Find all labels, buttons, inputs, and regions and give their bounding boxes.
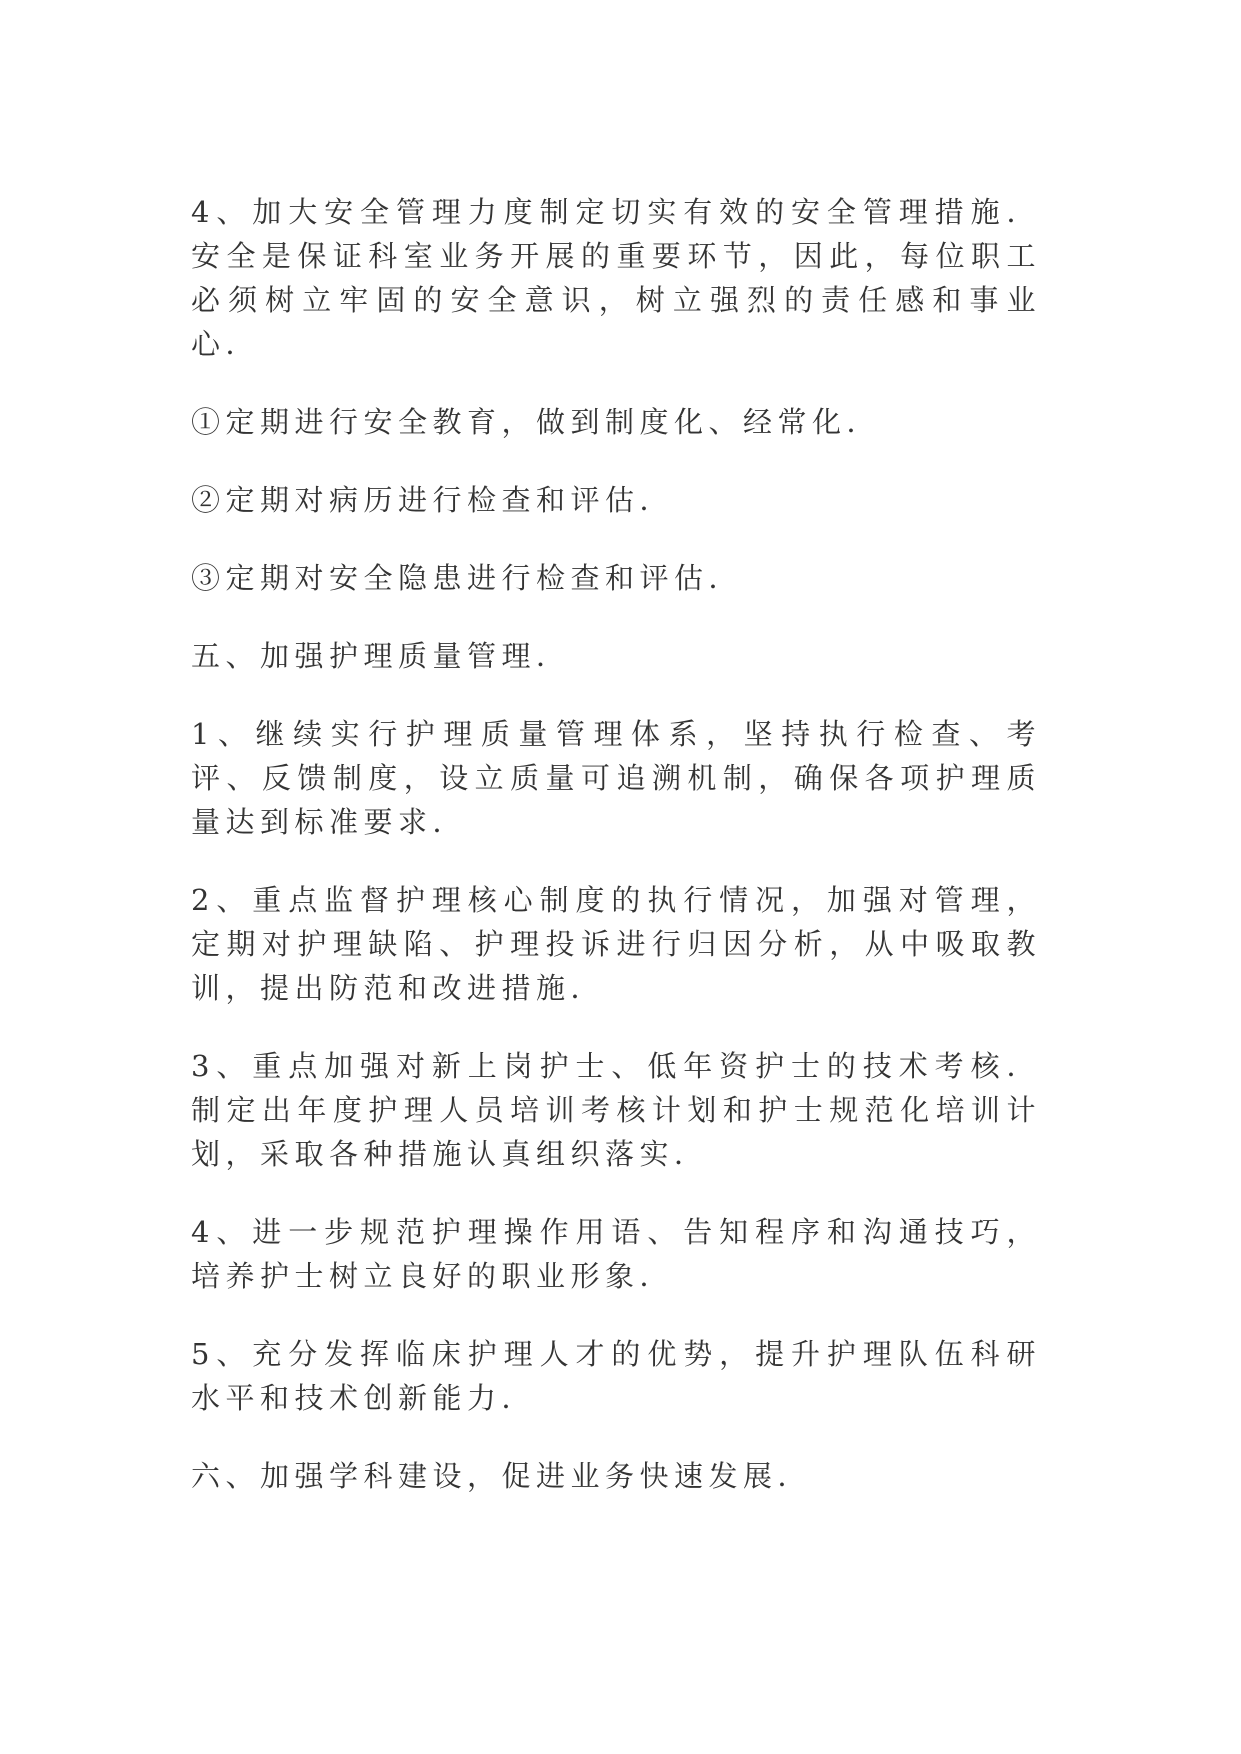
document-body xyxy=(191,190,1041,1532)
paragraph-new-nurse-assessment: 3、重点加强对新上岗护士、低年资护士的技术考核．制定出年度护理人员培训考核计划和护士规范化培训计划，采取各种措施认真组织落实． xyxy=(191,1049,1041,1171)
paragraph-research-innovation: 5、充分发挥临床护理人才的优势，提升护理队伍科研水平和技术创新能力． xyxy=(191,1337,1041,1415)
paragraph-record-inspection: ②定期对病历进行检查和评估． xyxy=(191,483,675,517)
paragraph-hazard-inspection: ③定期对安全隐患进行检查和评估． xyxy=(191,561,744,595)
paragraph-quality-system: 1、继续实行护理质量管理体系，坚持执行检查、考评、反馈制度，设立质量可追溯机制，确保各项护理质量达到标准要求． xyxy=(191,717,1041,839)
paragraph-safety-management: 4、加大安全管理力度制定切实有效的安全管理措施．安全是保证科室业务开展的重要环节，因此，每位职工必须树立牢固的安全意识，树立强烈的责任感和事业心． xyxy=(191,195,1041,361)
section-heading-nursing-quality: 五、加强护理质量管理． xyxy=(191,639,571,673)
section-heading-discipline-construction: 六、加强学科建设，促进业务快速发展． xyxy=(191,1459,813,1493)
paragraph-core-system-supervision: 2、重点监督护理核心制度的执行情况，加强对管理，定期对护理缺陷、护理投诉进行归因分析，从中吸取教训，提出防范和改进措施． xyxy=(191,883,1041,1005)
paragraph-safety-education: ①定期进行安全教育，做到制度化、经常化． xyxy=(191,405,882,439)
paragraph-communication-standards: 4、进一步规范护理操作用语、告知程序和沟通技巧，培养护士树立良好的职业形象． xyxy=(191,1215,1041,1293)
